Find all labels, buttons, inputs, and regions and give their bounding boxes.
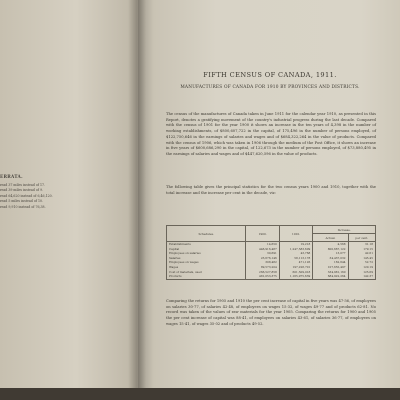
errata-line: read 5 miles instead of 10. [0, 199, 44, 203]
cell-1900: 14,650 [246, 242, 279, 247]
cell-actual: 162,644 [313, 260, 348, 265]
cell-percent: 120·19 [348, 265, 375, 270]
page-title: FIFTH CENSUS OF CANADA, 1911. [203, 71, 337, 79]
cell-actual: 34,437,032 [313, 256, 348, 261]
errata-line: read 39 miles instead of 9. [0, 188, 44, 192]
errata-line: read 9,910 instead of 76,38. [0, 204, 46, 209]
paragraph-comparison: Comparing the returns for 1905 and 1910 the per cent increase of capital in five years was 47·56, of employees on salaries 30·77, of salaries 42·48, of employees on wages 15·32, of wages 49·77 and of products 62·81. No record was taken of the values of raw materials for the year 1905. Comparing the returns for 1900 and 1905 the per cent increase of capital was 88·41, of employees on salaries 43·61, of salaries 36·77, of employees on wages 15·41, of wages 35·02 and of products 49·52. [166, 299, 376, 326]
statistics-table [166, 225, 376, 280]
bottom-edge [0, 388, 400, 400]
cell-percent: 142·37 [348, 274, 375, 279]
right-page [138, 0, 400, 400]
cell-percent: 125·69 [348, 270, 375, 275]
row-label: Products [167, 274, 246, 279]
cell-1910: 43,768 [279, 251, 312, 256]
cell-1910: 197,228,701 [279, 265, 312, 270]
row-label: Cost of materials, used [167, 270, 246, 275]
cell-percent: 42·61 [348, 251, 375, 256]
row-label: Wages [167, 265, 246, 270]
paragraph-table-intro: The following table gives the principal statistics for the two census years 1900 and 1910, together with the total increase and the increase per cent in the decade, viz: [166, 185, 376, 195]
errata-line: read 37 miles instead of 17. [0, 182, 46, 187]
table-row [167, 274, 376, 279]
cell-actual: 684,922,264 [313, 274, 348, 279]
cell-1900: 30,691 [246, 251, 279, 256]
cell-percent: 179·15 [348, 247, 375, 252]
cell-1910: 601,509,018 [279, 270, 312, 275]
table-header-schedules: Schedules. [167, 226, 246, 242]
left-page [0, 0, 138, 400]
cell-1900: 266,527,858 [246, 270, 279, 275]
cell-percent: 145·45 [348, 256, 375, 261]
table-header-1900: 1900. [246, 226, 279, 242]
table-header-increase: Increase. [313, 226, 376, 234]
cell-1910: 19,218 [279, 242, 312, 247]
row-label: Employees on wages [167, 260, 246, 265]
cell-1900: 89,573,204 [246, 265, 279, 270]
cell-actual: 800,667,122 [313, 247, 348, 252]
table-header-1910: 1910. [279, 226, 312, 242]
cell-1910: 1,165,975,639 [279, 274, 312, 279]
cell-actual: 13,077 [313, 251, 348, 256]
cell-1900: 446,916,487 [246, 247, 279, 252]
cell-1900: 481,053,375 [246, 274, 279, 279]
cell-actual: 334,981,160 [313, 270, 348, 275]
cell-1900: 23,676,146 [246, 256, 279, 261]
cell-percent: 31·18 [348, 242, 375, 247]
row-label: Employees on salaries [167, 251, 246, 256]
cell-1910: 1,247,583,609 [279, 247, 312, 252]
errata-title: ERRATA. [0, 174, 23, 179]
errata-line: read 64,620 instead of 6,46,120. [0, 193, 53, 198]
cell-1910: 58,113,178 [279, 256, 312, 261]
cell-actual: 4,568 [313, 242, 348, 247]
table-header-per-cent: per cent. [348, 234, 375, 242]
cell-percent: 52·72 [348, 260, 375, 265]
errata-block [0, 174, 130, 210]
table-header-actual: Actual. [313, 234, 348, 242]
cell-1900: 308,482 [246, 260, 279, 265]
paragraph-intro: The census of the manufactures of Canada taken in June 1911 for the calendar year 1910, as presented in this Report, denotes a gratifying movement of the country's industrial progress during the last decade. Compared with the census of 1901 for the year 1900 it shows an increase in the ten years of 4,398 in the number of working establishments, of $800,607,722 in the capital, of 175,496 in the number of persons employed, of $122,750,646 in the earnings of salaries and wages and of $684,322,264 in the value of products. Compared with the census of 1906, which was taken in 1906 through the medium of the Post Office, it shows an increase in five years of $600,686,290 in the capital, of 122,673 in the number of persons employed, of $73,880,495 in the earnings of salaries and wages and of $447,620,596 in the value of products. [166, 112, 376, 156]
row-label: Capital [167, 247, 246, 252]
row-label: Establishments [167, 242, 246, 247]
row-label: Salaries [167, 256, 246, 261]
cell-1910: 471,126 [279, 260, 312, 265]
book-spine [128, 0, 146, 400]
page-subtitle: MANUFACTURES OF CANADA FOR 1910 BY PROVINCES AND DISTRICTS. [180, 85, 360, 90]
cell-actual: 107,655,497 [313, 265, 348, 270]
